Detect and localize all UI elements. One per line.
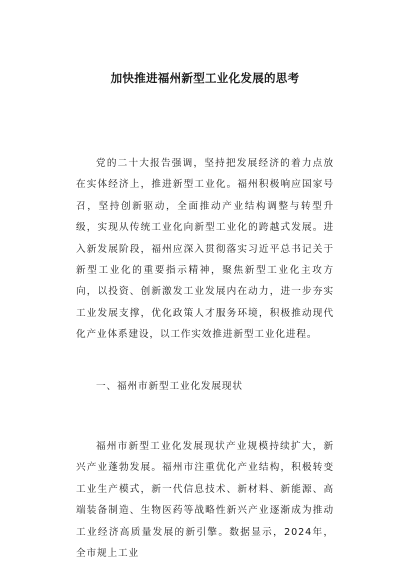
document-title: 加快推进福州新型工业化发展的思考 — [110, 71, 300, 85]
section-heading: 一、福州市新型工业化发展现状 — [96, 381, 243, 392]
intro-paragraph: 党的二十大报告强调，坚持把发展经济的着力点放在实体经济上，推进新型工业化。福州积极响应国家号召，坚持创新驱动，全面推动产业结构调整与转型升级，实现从传统工业化向新型工业化的跨越式发展。进入新发展阶段，福州应深入贯彻落实习近平总书记关于新型工业化的重要指示精神，聚焦新型工业化主攻方向，以投资、创新激发工业发展内在动力，进一步夯实工业发展支撑，优化政策人才服务环境，积极推动现代化产业体系建设，以工作实效推进新型工业化进程。 — [76, 158, 334, 341]
section-body-paragraph: 福州市新型工业化发展现状产业规模持续扩大，新兴产业蓬勃发展。福州市注重优化产业结构，积极转变工业生产模式，新一代信息技术、新材料、新能源、高端装备制造、生物医药等战略性新兴产业逐渐成为推动工业经济高质量发展的新引擎。数据显示，2024年，全市规上工业 — [76, 441, 334, 560]
